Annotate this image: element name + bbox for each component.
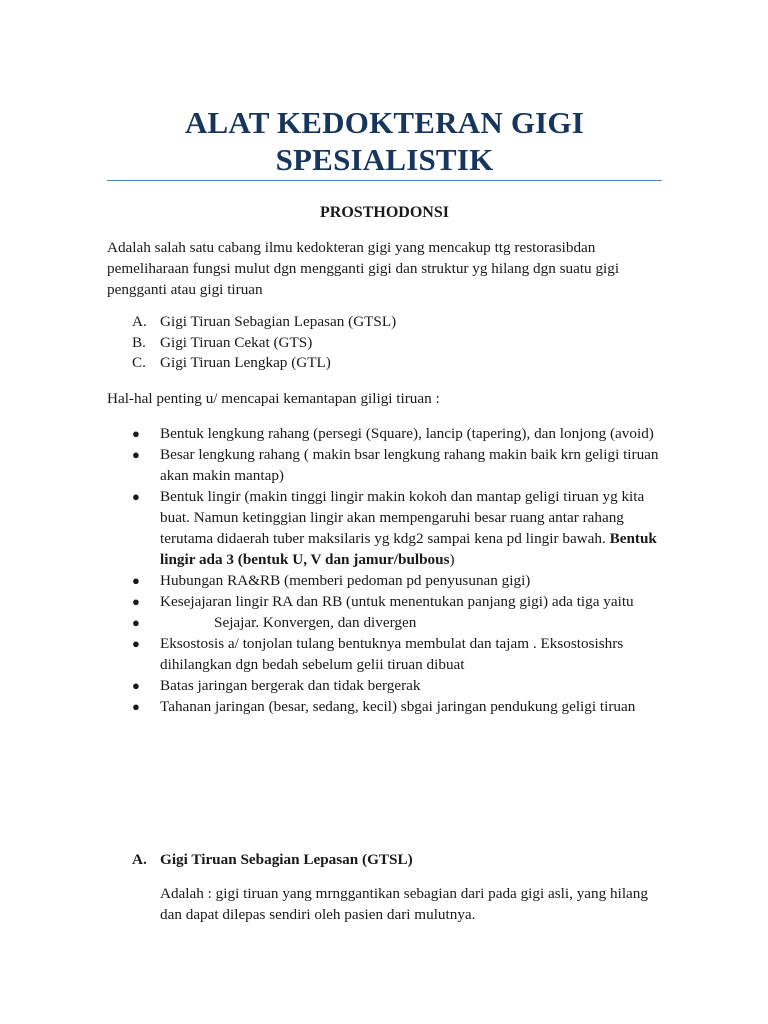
list-item (107, 312, 667, 333)
bullet-icon: ● (132, 573, 140, 588)
document-title-line-1: ALAT KEDOKTERAN GIGI (184, 105, 585, 140)
list-item (107, 333, 667, 354)
list-item (107, 353, 667, 374)
list-item (107, 591, 667, 612)
list-item-text: Bentuk lengkung rahang (persegi (Square), lancip (tapering), dan lonjong (avoid) (160, 425, 654, 442)
list-item (107, 570, 667, 591)
list-item (107, 423, 667, 444)
bullet-icon: ● (132, 678, 140, 693)
important-points-list (107, 423, 667, 717)
list-item (107, 612, 667, 633)
section-heading-text: Gigi Tiruan Sebagian Lepasan (GTSL) (160, 851, 413, 868)
bullet-icon: ● (132, 699, 140, 714)
bullet-icon: ● (132, 489, 140, 504)
list-item (107, 675, 667, 696)
title-divider (107, 180, 662, 181)
list-item-bold-text: Bentuk lingir ada 3 (bentuk U, V dan jamur/bulbous (160, 530, 657, 568)
list-item-text: Gigi Tiruan Sebagian Lepasan (GTSL) (160, 313, 397, 330)
bullet-icon: ● (132, 594, 140, 609)
list-item-text-tail: ) (449, 551, 455, 568)
list-item-text: Besar lengkung rahang ( makin bsar lengkung rahang makin baik krn geligi tiruan akan makin mantap) (160, 446, 659, 484)
list-item-text: Gigi Tiruan Cekat (GTS) (160, 333, 313, 351)
list-item-text: Bentuk lingir (makin tinggi lingir makin kokoh dan mantap geligi tiruan yg kita buat. Namun ketinggian lingir akan mempengaruhi besar ruang antar rahang terutama didaerah tuber maksilaris yg kdg2 sampai kena pd lingir bawah. (160, 488, 645, 547)
list-item (107, 444, 667, 486)
list-item (107, 633, 667, 675)
section-heading-prosthodonsi: PROSTHODONSI (320, 204, 449, 221)
denture-types-list (107, 312, 667, 374)
section-gtsl-description: Adalah : gigi tiruan yang mrnggantikan sebagian dari pada gigi asli, yang hilang dan dapat dilepas sendiri oleh pasien dari mulutnya. (160, 885, 648, 923)
list-marker: B. (132, 333, 146, 351)
important-points-heading: Hal-hal penting u/ mencapai kemantapan giligi tiruan : (107, 390, 440, 407)
bullet-icon: ● (132, 447, 140, 462)
list-item-text: Gigi Tiruan Lengkap (GTL) (160, 354, 331, 371)
list-item-text: Kesejajaran lingir RA dan RB (untuk menentukan panjang gigi) ada tiga yaitu (160, 593, 634, 610)
bullet-icon: ● (132, 426, 140, 441)
section-marker: A. (132, 851, 147, 868)
list-item-text: Hubungan RA&RB (memberi pedoman pd penyusunan gigi) (160, 572, 531, 589)
bullet-icon: ● (132, 636, 140, 651)
intro-paragraph: Adalah salah satu cabang ilmu kedokteran gigi yang mencakup ttg restorasibdan pemeliharaan fungsi mulut dgn mengganti gigi dan struktur yg hilang dgn suatu gigi pengganti atau gigi tiruan (107, 239, 620, 298)
bullet-icon: ● (132, 615, 140, 630)
list-item (107, 696, 667, 717)
document-title (107, 104, 662, 178)
list-item-text: Tahanan jaringan (besar, sedang, kecil) sbgai jaringan pendukung geligi tiruan (160, 698, 636, 715)
list-item-text: Eksostosis a/ tonjolan tulang bentuknya membulat dan tajam . Eksostosishrs dihilangkan dgn bedah sebelum gelii tiruan dibuat (160, 635, 624, 673)
list-item-text: Sejajar. Konvergen, dan divergen (214, 614, 417, 631)
document-title-line-2: SPESIALISTIK (275, 142, 494, 177)
list-marker: C. (132, 354, 146, 371)
list-item-text: Batas jaringan bergerak dan tidak bergerak (160, 677, 421, 694)
list-item (107, 486, 667, 570)
list-marker: A. (132, 313, 147, 330)
